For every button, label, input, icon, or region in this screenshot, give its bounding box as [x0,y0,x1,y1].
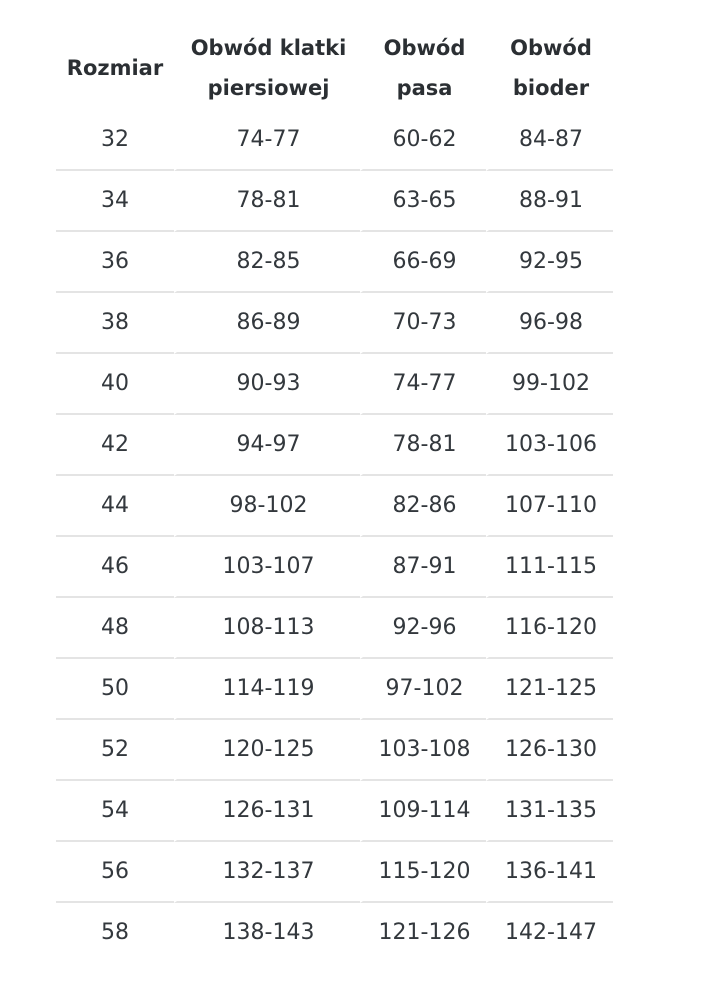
cell-chest: 90-93 [174,354,360,415]
cell-size: 54 [56,781,174,842]
table-row [56,415,613,476]
table-row [56,476,613,537]
cell-hips: 103-106 [486,415,613,476]
table-row [56,781,613,842]
cell-size: 42 [56,415,174,476]
header-row [56,26,613,110]
cell-hips: 116-120 [486,598,613,659]
cell-chest: 98-102 [174,476,360,537]
table-row [56,110,613,171]
cell-waist: 103-108 [360,720,486,781]
cell-hips: 142-147 [486,903,613,962]
cell-size: 34 [56,171,174,232]
cell-chest: 114-119 [174,659,360,720]
cell-hips: 126-130 [486,720,613,781]
cell-chest: 103-107 [174,537,360,598]
cell-size: 52 [56,720,174,781]
cell-size: 32 [56,110,174,171]
cell-hips: 96-98 [486,293,613,354]
table-row [56,720,613,781]
cell-waist: 121-126 [360,903,486,962]
cell-chest: 78-81 [174,171,360,232]
cell-waist: 63-65 [360,171,486,232]
cell-waist: 87-91 [360,537,486,598]
cell-waist: 78-81 [360,415,486,476]
table-body [56,110,613,962]
cell-size: 50 [56,659,174,720]
cell-waist: 92-96 [360,598,486,659]
cell-hips: 92-95 [486,232,613,293]
cell-waist: 115-120 [360,842,486,903]
cell-size: 48 [56,598,174,659]
table-row [56,354,613,415]
header-chest: Obwód klatki piersiowej [174,26,360,110]
header-hips: Obwód bioder [486,26,613,110]
cell-chest: 120-125 [174,720,360,781]
cell-hips: 107-110 [486,476,613,537]
cell-waist: 109-114 [360,781,486,842]
cell-hips: 99-102 [486,354,613,415]
header-size: Rozmiar [66,56,164,80]
cell-chest: 82-85 [174,232,360,293]
cell-chest: 132-137 [174,842,360,903]
cell-size: 46 [56,537,174,598]
table-row [56,537,613,598]
table-row [56,171,613,232]
cell-waist: 70-73 [360,293,486,354]
table-row [56,903,613,962]
table-row [56,842,613,903]
cell-chest: 108-113 [174,598,360,659]
header-waist: Obwód pasa [360,26,486,110]
table-row [56,659,613,720]
table-row [56,598,613,659]
cell-size: 38 [56,293,174,354]
cell-waist: 74-77 [360,354,486,415]
cell-chest: 94-97 [174,415,360,476]
cell-hips: 121-125 [486,659,613,720]
cell-hips: 111-115 [486,537,613,598]
cell-chest: 86-89 [174,293,360,354]
cell-size: 40 [56,354,174,415]
cell-chest: 74-77 [174,110,360,171]
cell-hips: 136-141 [486,842,613,903]
cell-hips: 84-87 [486,110,613,171]
cell-hips: 131-135 [486,781,613,842]
cell-size: 44 [56,476,174,537]
table-row [56,293,613,354]
cell-chest: 138-143 [174,903,360,962]
cell-waist: 66-69 [360,232,486,293]
cell-waist: 60-62 [360,110,486,171]
table-row [56,232,613,293]
cell-hips: 88-91 [486,171,613,232]
cell-waist: 97-102 [360,659,486,720]
cell-size: 36 [56,232,174,293]
cell-size: 58 [101,920,129,945]
table-header [56,26,613,110]
cell-chest: 126-131 [174,781,360,842]
cell-size: 56 [56,842,174,903]
size-chart-table [56,26,613,962]
cell-waist: 82-86 [360,476,486,537]
